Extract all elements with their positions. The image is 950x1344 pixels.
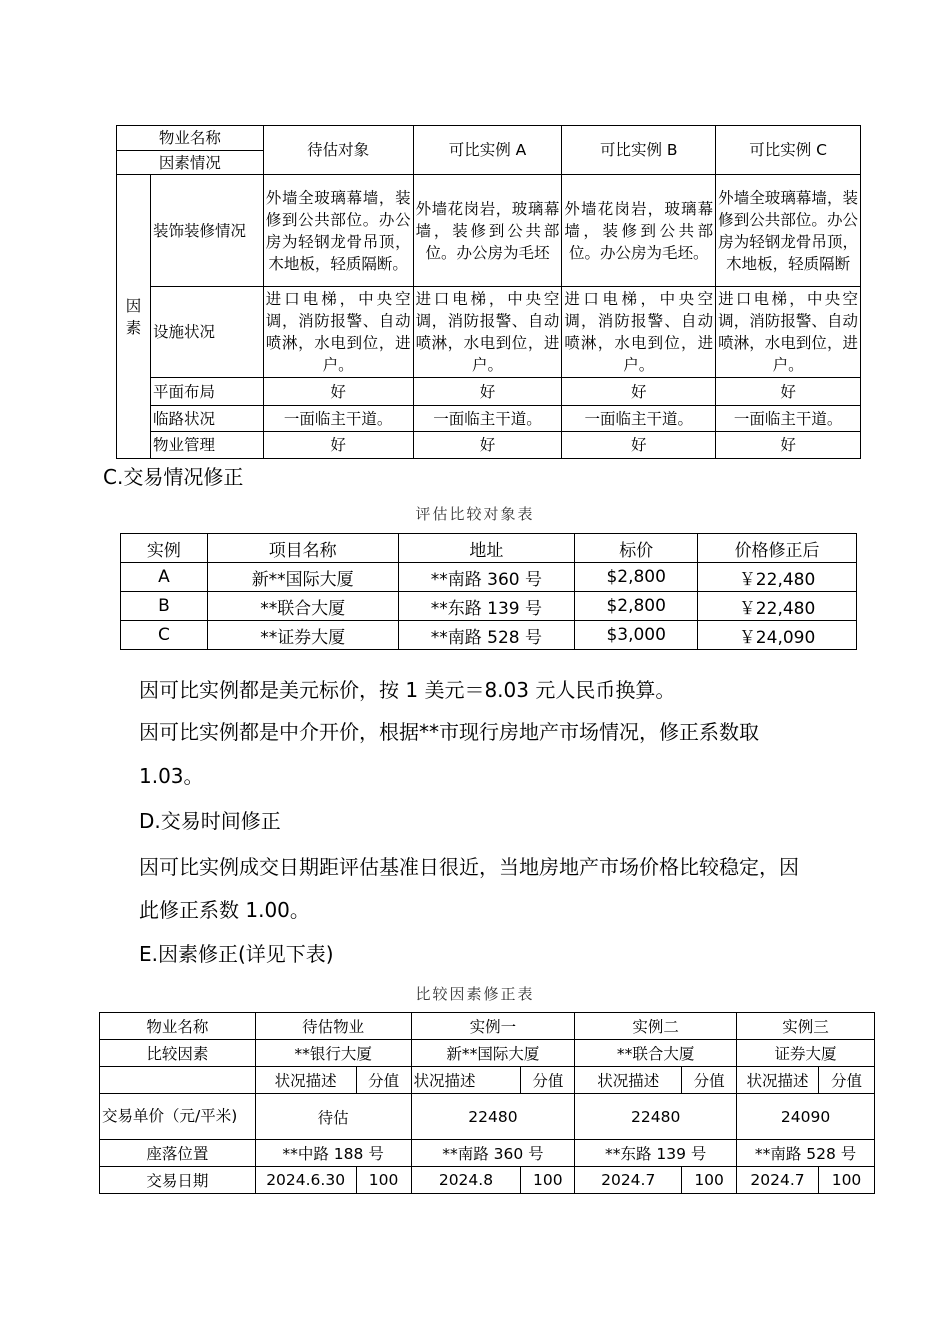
row-label: 座落位置 (100, 1140, 256, 1167)
section-heading-e: E.因素修正(详见下表) (139, 942, 334, 966)
property-name-header: 物业名称 (117, 126, 264, 151)
table-cell: 分值 (356, 1067, 411, 1094)
factor-situation-table (116, 125, 861, 459)
table-cell: **南路 528 号 (398, 621, 575, 650)
table-row (121, 563, 857, 592)
table-cell: 100 (356, 1167, 411, 1194)
table-cell: 待估物业 (255, 1013, 411, 1040)
table-cell: 2024.6.30 (255, 1167, 356, 1194)
table-cell: 状况描述 (737, 1067, 819, 1094)
section-heading-d: D.交易时间修正 (139, 809, 281, 833)
factor-correction-table (99, 1012, 875, 1194)
row-label: 平面布局 (150, 378, 263, 406)
table-cell: 外墙全玻璃幕墙，装修到公共部位。办公房为轻钢龙骨吊顶，木地板，轻质隔断 (716, 175, 861, 287)
table-cell: 24090 (737, 1094, 875, 1140)
table-cell: 一面临主干道。 (413, 406, 562, 432)
row-label: 交易单价（元/平米) (100, 1094, 256, 1140)
table-caption: 比较因素修正表 (415, 985, 535, 1003)
col-header: 项目名称 (207, 534, 398, 563)
row-label: 物业管理 (150, 432, 263, 459)
table-cell: 好 (562, 432, 716, 459)
row-label: 交易日期 (100, 1167, 256, 1194)
table-cell: **南路 528 号 (737, 1140, 875, 1167)
row-label: 设施状况 (150, 287, 263, 378)
paragraph: 此修正系数 1.00。 (139, 898, 310, 922)
table-cell: 2024.7 (737, 1167, 819, 1194)
comparison-object-table (120, 533, 857, 650)
table-cell: 外墙花岗岩，玻璃幕墙，装修到公共部位。办公房为毛坯 (413, 175, 562, 287)
col-header: 可比实例 A (413, 126, 562, 175)
table-cell: $2,800 (575, 592, 698, 621)
table-cell: 分值 (521, 1067, 575, 1094)
table-cell: $2,800 (575, 563, 698, 592)
table-cell: 进口电梯，中央空调，消防报警、自动喷淋，水电到位，进户。 (716, 287, 861, 378)
paragraph: 因可比实例成交日期距评估基准日很近，当地房地产市场价格比较稳定，因 (139, 855, 799, 879)
table-cell: **东路 139 号 (575, 1140, 737, 1167)
table-cell: 进口电梯，中央空调，消防报警、自动喷淋，水电到位，进户。 (263, 287, 413, 378)
row-label: 物业名称 (100, 1013, 256, 1040)
table-row (121, 592, 857, 621)
col-header: 待估对象 (263, 126, 413, 175)
table-cell: 好 (263, 432, 413, 459)
table-cell: 2024.8 (411, 1167, 521, 1194)
table-cell (100, 1067, 256, 1094)
table-cell: 外墙花岗岩，玻璃幕墙，装修到公共部位。办公房为毛坯。 (562, 175, 716, 287)
group-char: 素 (125, 318, 142, 337)
table-cell: **南路 360 号 (411, 1140, 575, 1167)
table-cell: 状况描述 (411, 1067, 521, 1094)
table-cell: **联合大厦 (207, 592, 398, 621)
paragraph: 1.03。 (139, 764, 204, 788)
section-heading-c: C.交易情况修正 (103, 465, 244, 489)
table-cell: 22480 (575, 1094, 737, 1140)
col-header: 实例 (121, 534, 208, 563)
table-cell: 新**国际大厦 (411, 1040, 575, 1067)
table-cell: 证券大厦 (737, 1040, 875, 1067)
table-cell: 好 (413, 432, 562, 459)
table-cell: 好 (413, 378, 562, 406)
table-cell: 100 (819, 1167, 875, 1194)
table-cell: **东路 139 号 (398, 592, 575, 621)
paragraph: 因可比实例都是中介开价，根据**市现行房地产市场情况，修正系数取 (139, 720, 759, 744)
table-cell: 好 (716, 378, 861, 406)
factor-situation-header: 因素情况 (117, 151, 264, 175)
table-cell: 2024.7 (575, 1167, 682, 1194)
table-cell: 100 (682, 1167, 737, 1194)
table-cell: 状况描述 (255, 1067, 356, 1094)
table-cell: 好 (716, 432, 861, 459)
table-cell: ￥24,090 (698, 621, 857, 650)
table-cell: 一面临主干道。 (263, 406, 413, 432)
row-label: 装饰装修情况 (150, 175, 263, 287)
table-cell: 状况描述 (575, 1067, 682, 1094)
table-cell: 实例三 (737, 1013, 875, 1040)
table-cell: ￥22,480 (698, 563, 857, 592)
col-header: 可比实例 C (716, 126, 861, 175)
table-cell: **中路 188 号 (255, 1140, 411, 1167)
table-cell: 22480 (411, 1094, 575, 1140)
table-cell: 好 (263, 378, 413, 406)
row-label: 临路状况 (150, 406, 263, 432)
col-header: 标价 (575, 534, 698, 563)
table-cell: A (121, 563, 208, 592)
table-cell: **南路 360 号 (398, 563, 575, 592)
table-cell: 进口电梯，中央空调，消防报警、自动喷淋，水电到位，进户。 (562, 287, 716, 378)
col-header: 可比实例 B (562, 126, 716, 175)
table-caption: 评估比较对象表 (415, 505, 535, 523)
table-cell: **银行大厦 (255, 1040, 411, 1067)
row-label: 比较因素 (100, 1040, 256, 1067)
table-cell: **联合大厦 (575, 1040, 737, 1067)
table-cell: **证券大厦 (207, 621, 398, 650)
group-char: 因 (125, 296, 142, 315)
table-cell: $3,000 (575, 621, 698, 650)
table-cell: 分值 (682, 1067, 737, 1094)
table-cell: 待估 (255, 1094, 411, 1140)
table-cell: B (121, 592, 208, 621)
table-cell: 好 (562, 378, 716, 406)
paragraph: 因可比实例都是美元标价，按 1 美元＝8.03 元人民币换算。 (139, 678, 676, 702)
table-cell: 分值 (819, 1067, 875, 1094)
col-header: 地址 (398, 534, 575, 563)
col-header: 价格修正后 (698, 534, 857, 563)
table-cell: 进口电梯，中央空调，消防报警、自动喷淋，水电到位，进户。 (413, 287, 562, 378)
table-cell: 实例二 (575, 1013, 737, 1040)
table-cell: 实例一 (411, 1013, 575, 1040)
table-cell: 100 (521, 1167, 575, 1194)
table-cell: ￥22,480 (698, 592, 857, 621)
table-cell: C (121, 621, 208, 650)
table-cell: 新**国际大厦 (207, 563, 398, 592)
factor-group-label (117, 175, 151, 459)
table-cell: 一面临主干道。 (716, 406, 861, 432)
table-cell: 一面临主干道。 (562, 406, 716, 432)
table-cell: 外墙全玻璃幕墙，装修到公共部位。办公房为轻钢龙骨吊顶，木地板，轻质隔断。 (263, 175, 413, 287)
table-row (121, 621, 857, 650)
